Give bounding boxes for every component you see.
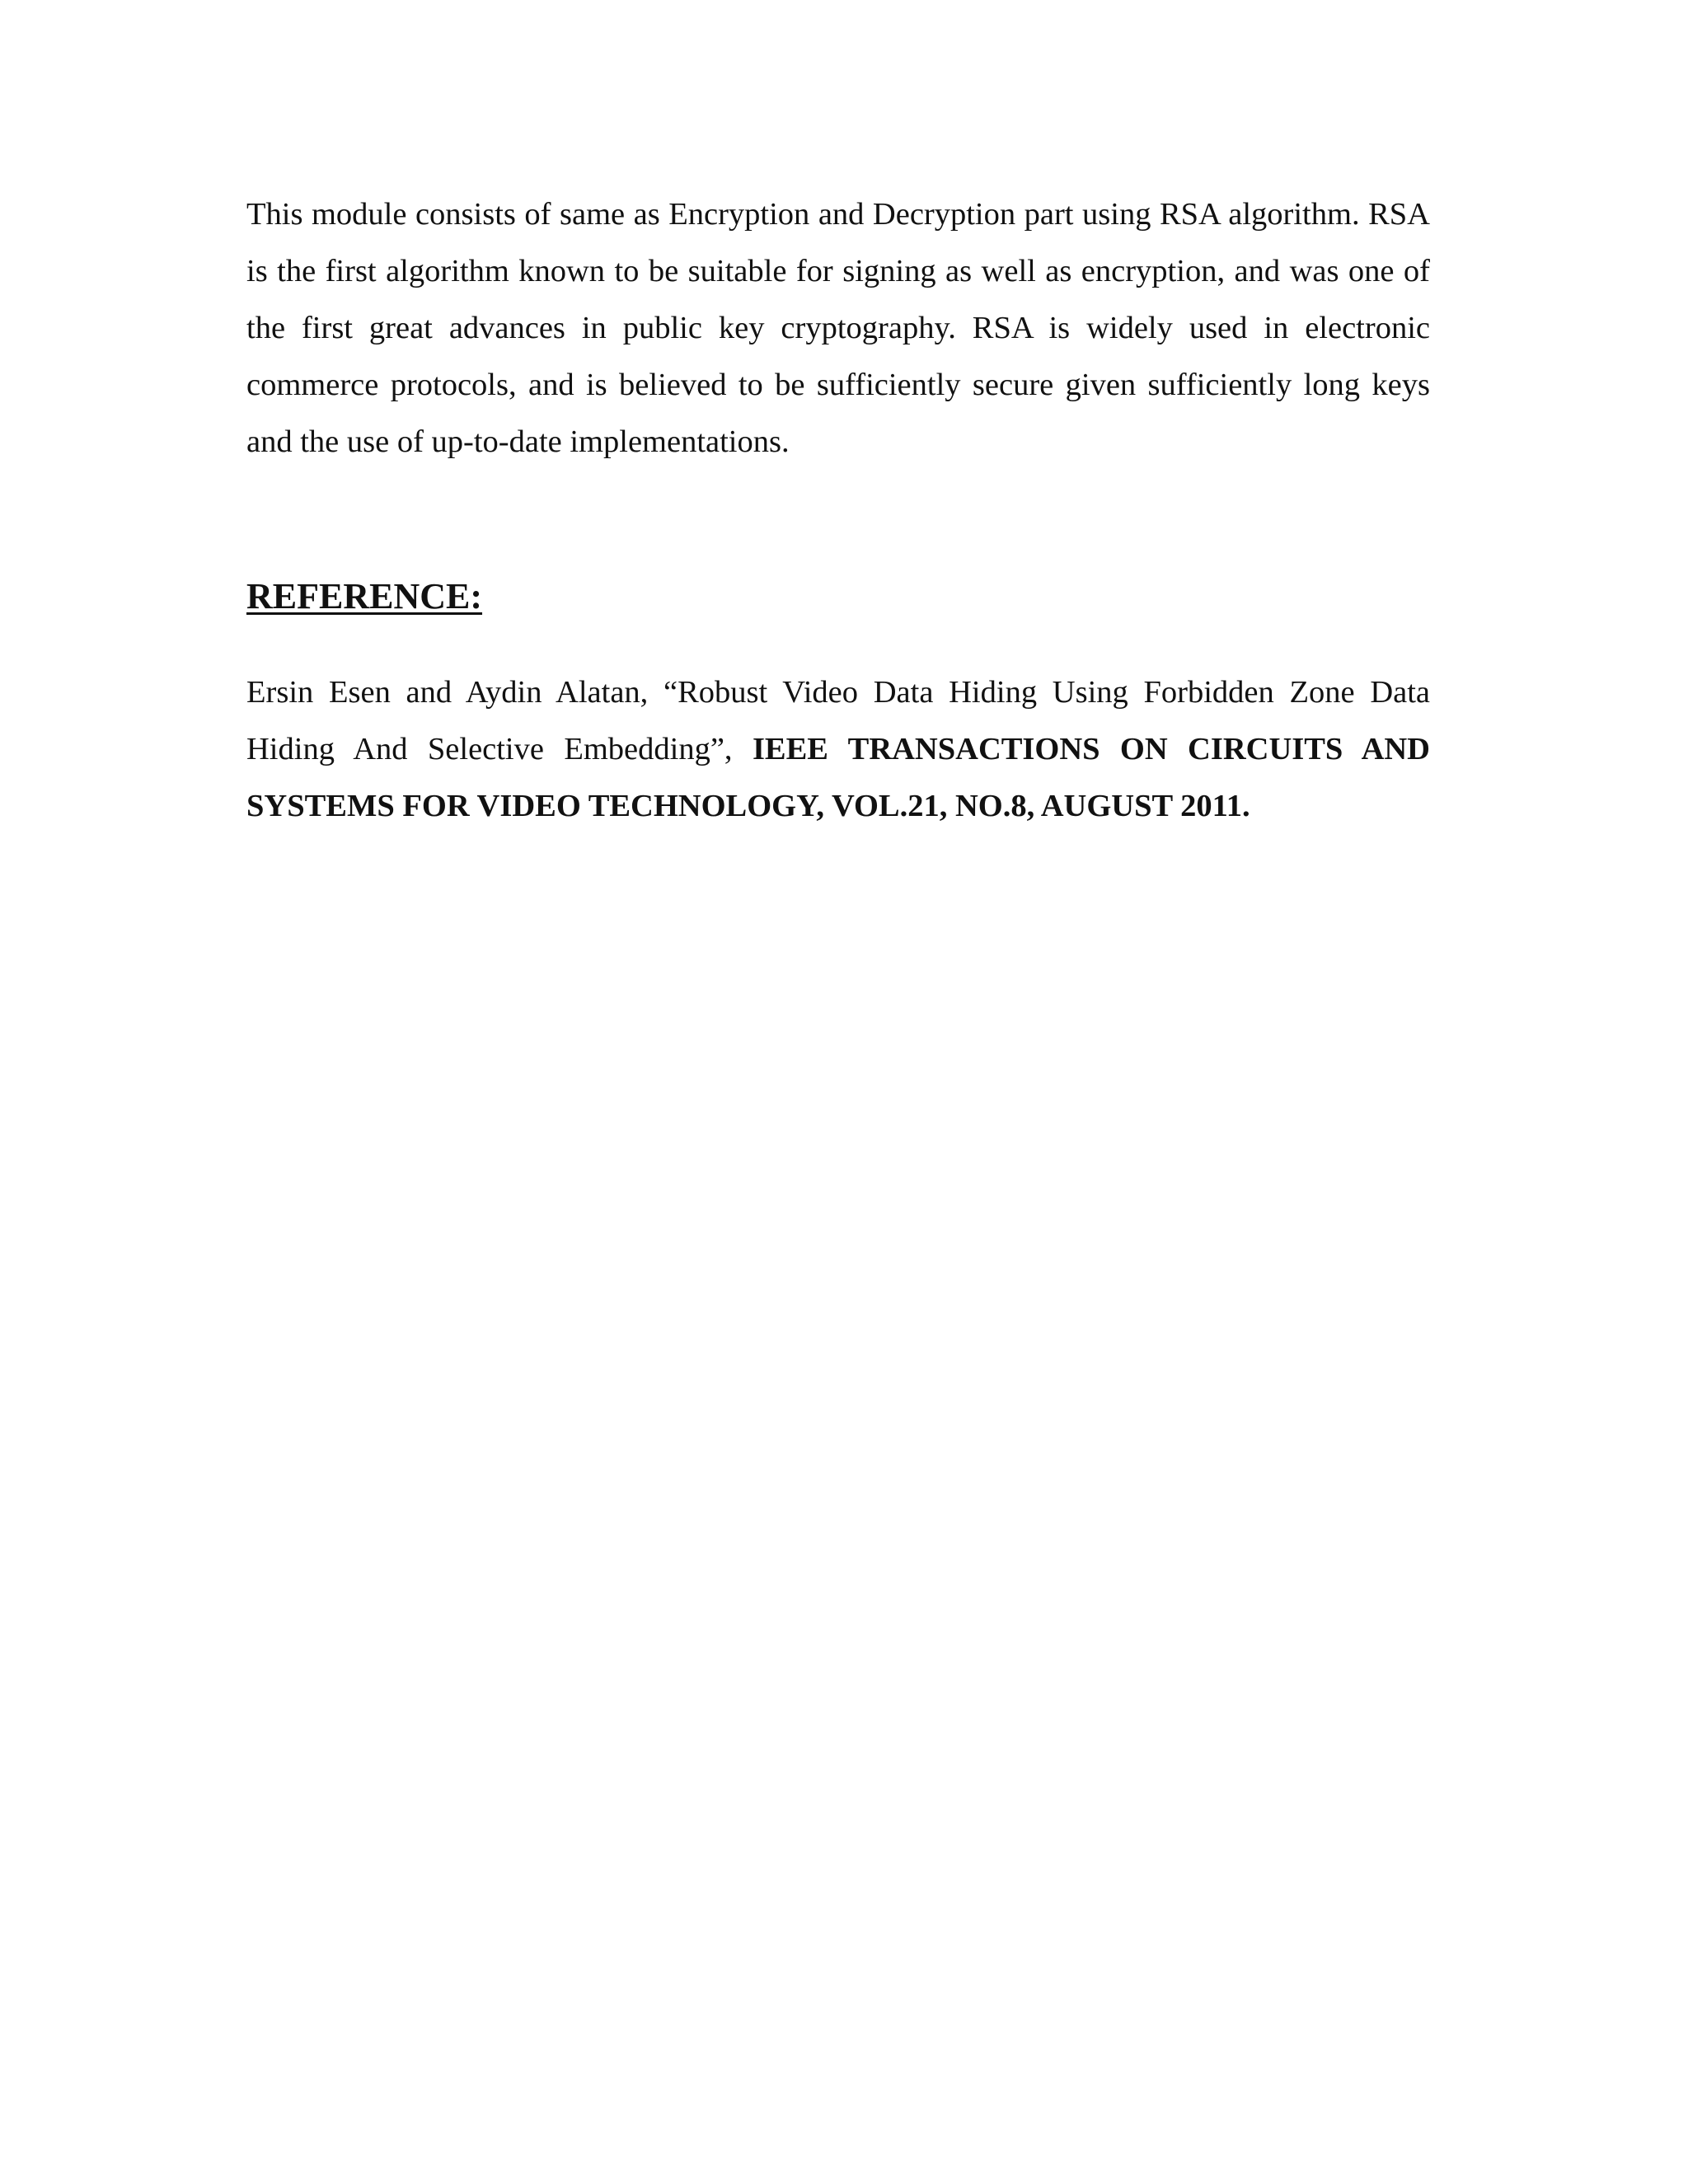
reference-heading: REFERENCE:	[246, 576, 483, 616]
reference-entry	[246, 664, 1430, 835]
body-paragraph: This module consists of same as Encryption and Decryption part using RSA algorithm. RSA is the first algorithm known to be suitable for signing as well as encryption, and was one of the first great advances in public key cryptography. RSA is widely used in electronic commerce protocols, and is believed to be sufficiently secure given sufficiently long keys and the use of up-to-date implementations.	[246, 197, 1430, 459]
reference-journal: IEEE TRANSACTIONS ON CIRCUITS AND SYSTEMS FOR VIDEO TECHNOLOGY, VOL.21, NO.8, AUGUST 2011.	[246, 732, 1430, 823]
reference-authors-title: Ersin Esen and Aydin Alatan, “Robust Video Data Hiding Using Forbidden Zone Data Hiding And Selective Embedding”,	[246, 675, 1430, 766]
